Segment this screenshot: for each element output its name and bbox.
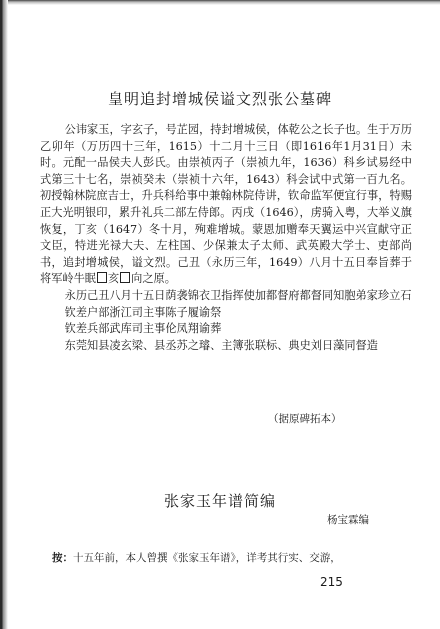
epitaph-paragraph-1-tail1: 亥 <box>107 272 120 286</box>
epitaph-body <box>40 122 412 354</box>
missing-character-box <box>120 272 130 283</box>
chronicle-author: 杨宝霖编 <box>327 514 369 526</box>
missing-character-box <box>97 272 107 283</box>
scan-top-edge <box>0 0 440 5</box>
signature-line-1: 钦差户部浙江司主事陈子履谕祭 <box>64 305 222 319</box>
note-text: 十五年前，本人曾撰《张家玉年谱》，详考其行实、交游， <box>73 552 341 564</box>
source-note: （据原碑拓本） <box>268 413 342 425</box>
epitaph-paragraph-1-text: 公讳家玉，字玄子，号芷园，持封增城侯，体乾公之长子也。生于万历乙卯年（万历四十三年，1615）十二月十三日（即1616年1月31日）未时。元配一品侯夫人彭氏。由崇祯丙子（崇祯九年，1636）科乡试易经中式第三十七名，崇祯癸未（崇祯十六年，1643）科会试中式第一百九名。初授翰林院庶吉士，升兵科给事中兼翰林院侍讲，钦命监军便宜行事，特赐正大光明银印，累升礼兵二部左侍郎。丙戌（1646），虏骑入粤，大举义旗恢复，丁亥（1647）冬十月，殉难增城。蒙恩加赠奉天翼运中兴宣献守正文臣，特进光禄大夫、左柱国、少保兼太子太师、武英殿大学士、吏部尚书，追封增城侯，谥文烈。己丑（永历三年，1649）八月十五日奉旨葬于将军岭牛眠 <box>40 123 412 286</box>
epitaph-paragraph-1-tail2: 向之原。 <box>131 272 176 286</box>
epitaph-title: 皇明追封增城侯谥文烈张公墓碑 <box>107 90 332 108</box>
signature-line-3: 东莞知县凌玄梁、县丞苏之璿、主簿张联标、典史刘日藻同督造 <box>64 338 378 352</box>
note-label: 按： <box>52 552 73 564</box>
epitaph-paragraph-2: 永历己丑八月十五日荫袭锦衣卫指挥使加都督府都督同知胞弟家珍立石 <box>64 288 412 302</box>
signature-line-2: 钦差兵部武库司主事伦凤翔谕葬 <box>64 322 222 336</box>
epitaph-paragraph-1 <box>40 122 412 288</box>
page-number: 215 <box>320 575 343 589</box>
chronicle-note <box>52 550 422 565</box>
chronicle-title: 张家玉年谱简编 <box>163 492 276 510</box>
